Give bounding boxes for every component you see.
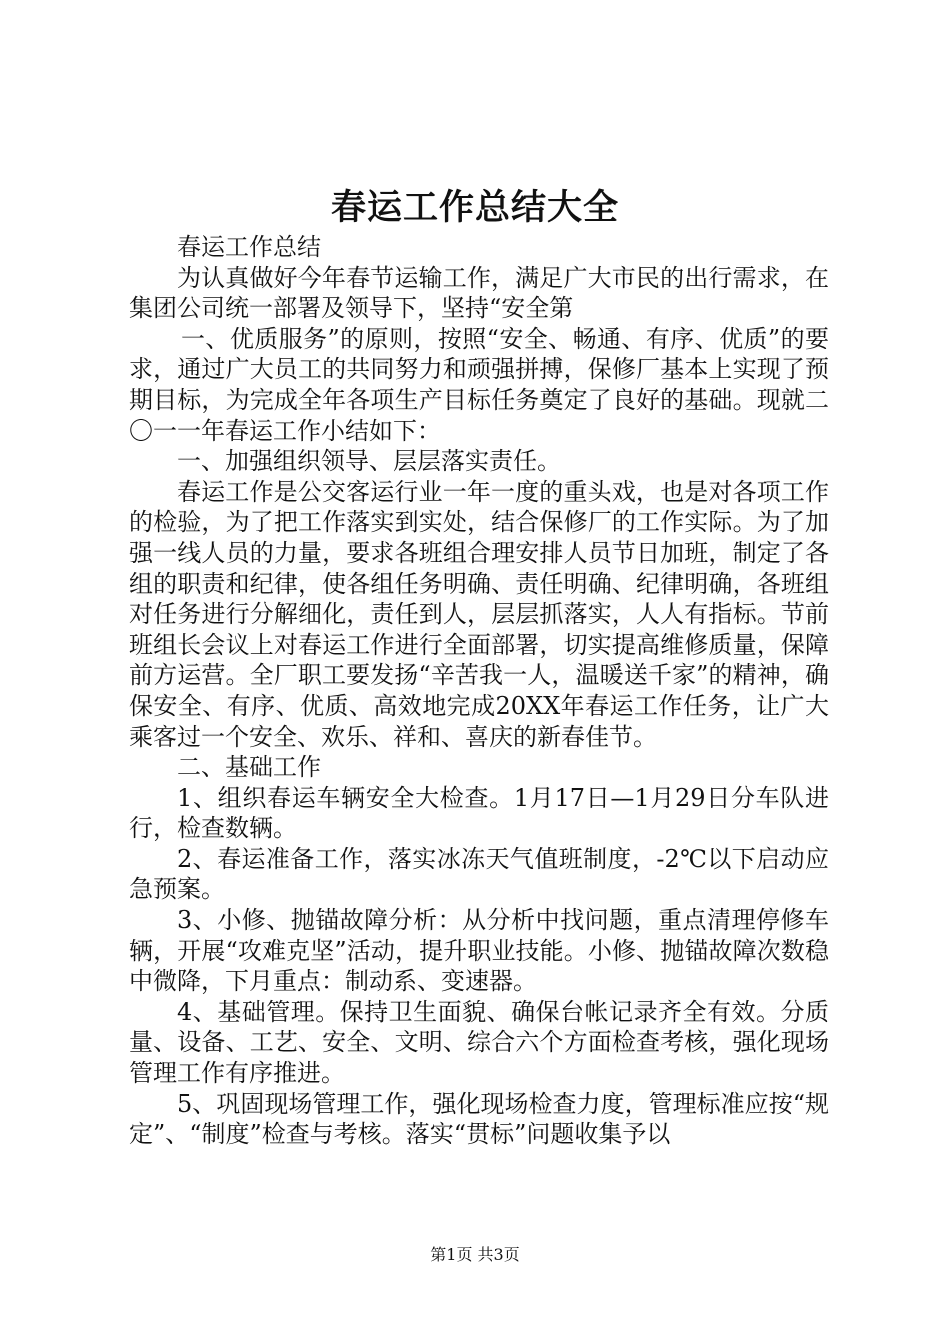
paragraph-section-1: 春运工作是公交客运行业一年一度的重头戏，也是对各项工作的检验，为了把工作落实到实处，结合保修厂的工作实际。为了加强一线人员的力量，要求各班组合理安排人员节日加班，制定了各组的职责和纪律，使各组任务明确、责任明确、纪律明确，各班组对任务进行分解细化，责任到人，层层抓落实，人人有指标。节前班组长会议上对春运工作进行全面部署，切实提高维修质量，保障前方运营。全厂职工要发扬“辛苦我一人，温暖送千家”的精神，确保安全、有序、优质、高效地完成20XX年春运工作任务，让广大乘客过一个安全、欢乐、祥和、喜庆的新春佳节。 bbox=[129, 477, 829, 751]
list-item-4: 4、基础管理。保持卫生面貌、确保台帐记录齐全有效。分质量、设备、工艺、安全、文明、综合六个方面检查考核，强化现场管理工作有序推进。 bbox=[129, 997, 829, 1088]
document-body bbox=[129, 232, 829, 1150]
list-item-2: 2、春运准备工作，落实冰冻天气值班制度，-2℃以下启动应急预案。 bbox=[129, 844, 829, 904]
list-item-1: 1、组织春运车辆安全大检查。1月17日—1月29日分车队进行，检查数辆。 bbox=[129, 783, 829, 843]
list-item-5: 5、巩固现场管理工作，强化现场检查力度，管理标准应按“规定”、“制度”检查与考核。落实“贯标”问题收集予以 bbox=[129, 1089, 829, 1149]
paragraph-intro: 为认真做好今年春节运输工作，满足广大市民的出行需求，在集团公司统一部署及领导下，坚持“安全第 bbox=[129, 263, 829, 323]
document-title: 春运工作总结大全 bbox=[330, 187, 619, 228]
section-heading-1: 一、加强组织领导、层层落实责任。 bbox=[177, 447, 561, 476]
page-footer: 第1页 共3页 bbox=[430, 1245, 520, 1264]
paragraph-principle: 一、优质服务”的原则，按照“安全、畅通、有序、优质”的要求，通过广大员工的共同努力和顽强拼搏，保修厂基本上实现了预期目标，为完成全年各项生产目标任务奠定了良好的基础。现就二〇一一年春运工作小结如下： bbox=[129, 324, 829, 445]
list-item-3: 3、小修、抛锚故障分析：从分析中找问题，重点清理停修车辆，开展“攻难克坚”活动，提升职业技能。小修、抛锚故障次数稳中微降，下月重点：制动系、变速器。 bbox=[129, 906, 829, 996]
section-heading-2: 二、基础工作 bbox=[177, 753, 321, 782]
paragraph-subtitle: 春运工作总结 bbox=[177, 233, 321, 261]
